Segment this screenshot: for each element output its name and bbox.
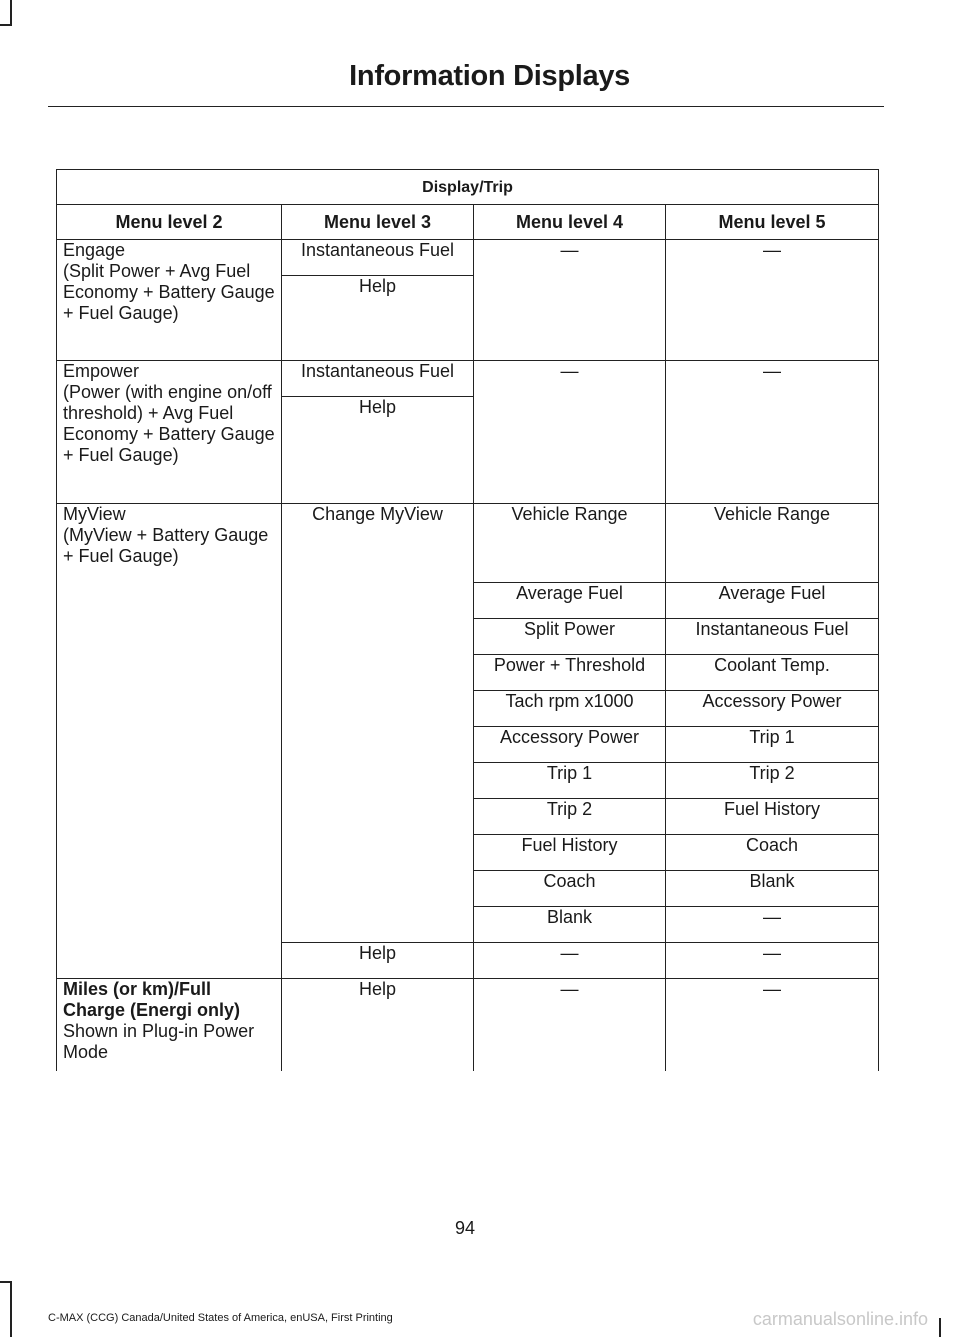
table-caption: Display/Trip <box>57 170 879 205</box>
table-cell: Help <box>282 979 474 1072</box>
menu-item-description: (Split Power + Avg Fuel Economy + Battery Gauge + Fuel Gauge) <box>63 261 275 323</box>
menu-item-miles-full-charge <box>57 979 282 1072</box>
table-cell: Trip 1 <box>666 727 879 763</box>
column-header: Menu level 2 <box>57 205 282 240</box>
menu-item-empower <box>57 361 282 504</box>
menu-item-title: MyView <box>63 504 126 524</box>
table-cell: Help <box>282 943 474 979</box>
table-cell: — <box>474 240 666 361</box>
watermark: carmanualsonline.info <box>752 1309 928 1329</box>
crop-mark <box>939 1318 941 1337</box>
table-cell: — <box>474 361 666 504</box>
table-cell: Help <box>282 276 474 361</box>
table-cell: Coach <box>474 871 666 907</box>
menu-item-engage <box>57 240 282 361</box>
menu-item-description: (MyView + Battery Gauge + Fuel Gauge) <box>63 525 269 566</box>
table-cell: Tach rpm x1000 <box>474 691 666 727</box>
table-cell: Instantaneous Fuel <box>666 619 879 655</box>
header-rule <box>48 106 884 107</box>
table-cell: Coolant Temp. <box>666 655 879 691</box>
menu-item-description: (Power (with engine on/off threshold) + Avg Fuel Economy + Battery Gauge + Fuel Gauge) <box>63 382 275 465</box>
table-cell: — <box>666 979 879 1072</box>
table-cell: Trip 2 <box>474 799 666 835</box>
table-cell: Instantaneous Fuel <box>282 361 474 397</box>
table-row <box>57 240 879 276</box>
footer-text: C-MAX (CCG) Canada/United States of America, enUSA, First Printing <box>48 1312 393 1324</box>
table-cell: Accessory Power <box>666 691 879 727</box>
table-cell: Trip 2 <box>666 763 879 799</box>
crop-mark <box>10 1281 12 1337</box>
table-cell: — <box>666 907 879 943</box>
table-cell: Split Power <box>474 619 666 655</box>
table-cell: — <box>474 979 666 1072</box>
display-trip-table <box>56 169 879 1071</box>
table-cell: Average Fuel <box>474 583 666 619</box>
table-row <box>57 361 879 397</box>
menu-item-myview <box>57 504 282 979</box>
table-cell: Blank <box>474 907 666 943</box>
column-header: Menu level 4 <box>474 205 666 240</box>
table-cell: — <box>474 943 666 979</box>
menu-item-title: Engage <box>63 240 126 260</box>
crop-mark <box>0 24 12 26</box>
menu-item-description: Shown in Plug-in Power Mode <box>63 1021 255 1062</box>
table-header-row <box>57 205 879 240</box>
table-cell: Blank <box>666 871 879 907</box>
page-number: 94 <box>454 1218 476 1238</box>
table-cell: Vehicle Range <box>666 504 879 583</box>
table-cell: Help <box>282 397 474 504</box>
table-cell: Fuel History <box>474 835 666 871</box>
table-row <box>57 979 879 1072</box>
menu-item-title: Miles (or km)/Full Charge (Energi only) <box>63 979 241 1020</box>
crop-mark <box>10 0 12 26</box>
column-header: Menu level 3 <box>282 205 474 240</box>
table-cell: Change MyView <box>282 504 474 943</box>
table-cell: Vehicle Range <box>474 504 666 583</box>
table-cell: Fuel History <box>666 799 879 835</box>
column-header: Menu level 5 <box>666 205 879 240</box>
table-cell: Coach <box>666 835 879 871</box>
table-cell: — <box>666 240 879 361</box>
table-cell: — <box>666 361 879 504</box>
table-cell: — <box>666 943 879 979</box>
table-cell: Instantaneous Fuel <box>282 240 474 276</box>
page-title: Information Displays <box>349 60 630 92</box>
table-cell: Accessory Power <box>474 727 666 763</box>
table-row <box>57 504 879 583</box>
menu-item-title: Empower <box>63 361 140 381</box>
table-cell: Power + Threshold <box>474 655 666 691</box>
table-cell: Trip 1 <box>474 763 666 799</box>
crop-mark <box>0 1281 12 1283</box>
table-cell: Average Fuel <box>666 583 879 619</box>
